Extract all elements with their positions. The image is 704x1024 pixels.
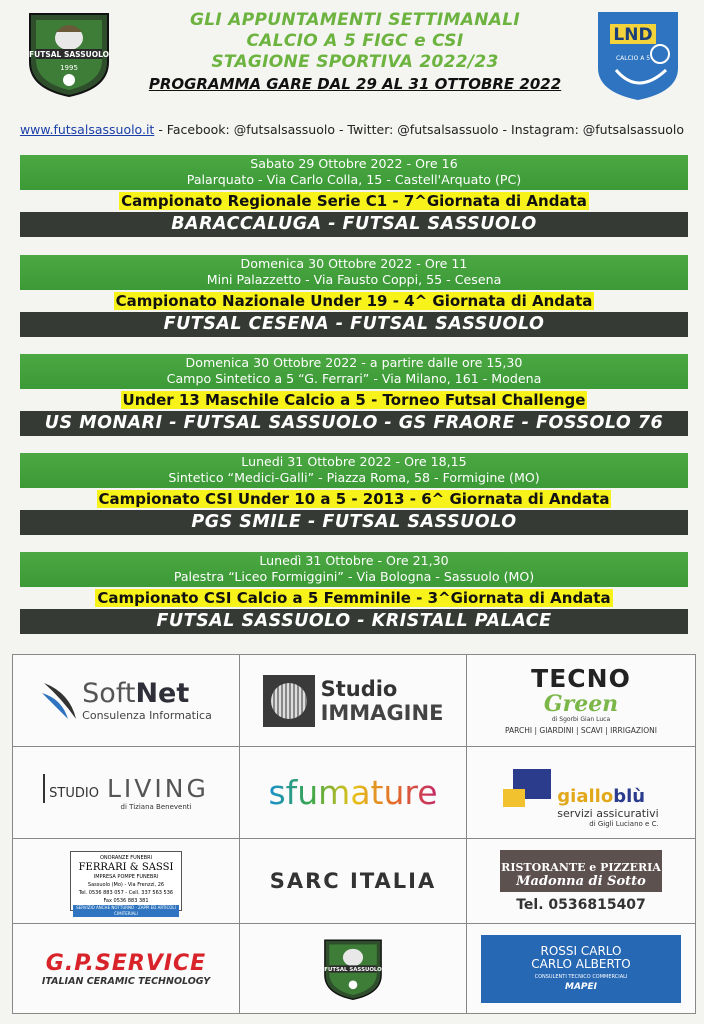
ferrari-sub: IMPRESA POMPE FUNEBRI	[93, 874, 159, 880]
sponsor-ferrari-sassi	[13, 839, 240, 924]
event-venue: Mini Palazzetto - Via Fausto Coppi, 55 - Cesena	[206, 272, 502, 287]
event-match: FUTSAL CESENA - FUTSAL SASSUOLO	[20, 312, 688, 337]
event-competition	[20, 389, 688, 411]
event-competition	[20, 290, 688, 312]
event-card	[20, 255, 688, 337]
giallo-blu-services: servizi assicurativi	[557, 807, 659, 820]
competition-label: Campionato Nazionale Under 19 - 4^ Giornata di Andata	[115, 292, 593, 310]
event-venue: Palarquato - Via Carlo Colla, 15 - Castell'Arquato (PC)	[186, 172, 522, 187]
event-date: Domenica 30 Ottobre 2022 - Ore 11	[240, 256, 468, 271]
event-card	[20, 552, 688, 634]
event-match: BARACCALUGA - FUTSAL SASSUOLO	[20, 212, 688, 237]
tecno-green-services: PARCHI | GIARDINI | SCAVI | IRRIGAZIONI	[504, 726, 657, 735]
event-header	[20, 354, 688, 389]
event-date: Lunedì 31 Ottobre - Ore 21,30	[259, 553, 449, 568]
sponsor-softnet	[13, 655, 240, 747]
competition-label: Campionato Regionale Serie C1 - 7^Giornata di Andata	[121, 192, 587, 210]
program-subtitle: PROGRAMMA GARE DAL 29 AL 31 OTTOBRE 2022	[148, 75, 562, 93]
event-match: FUTSAL SASSUOLO - KRISTALL PALACE	[20, 609, 688, 634]
softnet-name-1: Soft	[82, 678, 136, 709]
event-competition	[20, 587, 688, 609]
svg-text:FUTSAL SASSUOLO: FUTSAL SASSUOLO	[324, 966, 382, 973]
sponsor-studio-living	[13, 747, 240, 839]
tecno-green-line1: TECNO	[531, 664, 631, 693]
title-line-2: CALCIO A 5 FIGC e CSI	[246, 31, 464, 51]
title-line-1: GLI APPUNTAMENTI SETTIMANALI	[190, 10, 520, 30]
social-links	[0, 122, 704, 137]
event-card	[20, 453, 688, 535]
madonna-line1: RISTORANTE e PIZZERIA	[501, 860, 661, 874]
event-card	[20, 354, 688, 436]
header-titles	[120, 10, 590, 93]
sponsor-gp-service	[13, 924, 240, 1013]
gp-service-tagline: ITALIAN CERAMIC TECHNOLOGY	[41, 975, 211, 987]
competition-label: Under 13 Maschile Calcio a 5 - Torneo Futsal Challenge	[122, 391, 586, 409]
rossi-sub: CONSULENTI TECNICO COMMERCIALI	[534, 974, 628, 980]
studio-immagine-line1: Studio	[320, 676, 398, 701]
event-header	[20, 453, 688, 488]
tecno-green-owner: di Sgorbi Gian Luca	[551, 716, 611, 723]
lnd-logo	[596, 10, 680, 102]
ferrari-name: FERRARI & SASSI	[78, 862, 174, 873]
event-header	[20, 255, 688, 290]
website-link[interactable]: www.futsalsassuolo.it	[19, 122, 155, 137]
title-line-3: STAGIONE SPORTIVA 2022/23	[211, 52, 499, 72]
softnet-tagline: Consulenza Informatica	[82, 709, 212, 722]
tecno-green-line2: Green	[543, 691, 619, 717]
sponsor-studio-immagine	[240, 655, 467, 747]
event-header	[20, 155, 688, 190]
ferrari-phone: Tel. 0536 883 057 - Cell. 337 563 536	[78, 890, 174, 896]
giallo-blu-icon	[503, 767, 553, 819]
sponsor-grid	[12, 654, 696, 1014]
sponsor-tecno-green	[467, 655, 695, 747]
studio-immagine-icon	[263, 675, 315, 727]
svg-text:FUTSAL SASSUOLO: FUTSAL SASSUOLO	[29, 50, 109, 59]
svg-text:1995: 1995	[60, 64, 78, 72]
ferrari-top: ONORANZE FUNEBRI	[99, 855, 153, 861]
event-venue: Palestra “Liceo Formiggini” - Via Bologna - Sassuolo (MO)	[173, 569, 535, 584]
event-competition	[20, 190, 688, 212]
svg-text:LND: LND	[613, 25, 653, 45]
event-card	[20, 155, 688, 237]
ferrari-address: Sassuolo (Mo) - Via Frenzzi, 26	[87, 882, 165, 888]
sponsor-rossi-carlo	[467, 924, 695, 1013]
sponsor-futsal-logo	[240, 924, 467, 1013]
event-date: Sabato 29 Ottobre 2022 - Ore 16	[250, 156, 458, 171]
giallo-blu-owner: di Gigli Luciano e C.	[589, 820, 659, 828]
ferrari-fax: Fax 0536 883 381	[103, 898, 149, 904]
sfumature-logo: sfumature	[268, 773, 438, 812]
social-handles: - Facebook: @futsalsassuolo - Twitter: @futsalsassuolo - Instagram: @futsalsassuolo	[154, 122, 685, 137]
competition-label: Campionato CSI Calcio a 5 Femminile - 3^Giornata di Andata	[97, 589, 611, 607]
giallo-blu-name-2: blù	[613, 786, 646, 807]
event-date: Lunedi 31 Ottobre 2022 - Ore 18,15	[241, 454, 467, 469]
studio-immagine-line2: IMMAGINE	[320, 700, 444, 725]
softnet-icon	[40, 679, 80, 723]
rossi-line2: CARLO ALBERTO	[531, 957, 631, 971]
sponsor-sarc-italia	[240, 839, 467, 924]
studio-living-a: STUDIO	[49, 786, 99, 801]
futsal-sassuolo-small-logo	[322, 937, 384, 1001]
softnet-name-2: Net	[135, 678, 190, 709]
event-competition	[20, 488, 688, 510]
sponsor-giallo-blu	[467, 747, 695, 839]
ferrari-note: SERVIZIO ANCHE NOTTURNO · ZAPPI ED ARTICOLI CIMITERIALI	[73, 905, 179, 917]
gp-service-logo: G.P.SERVICE	[45, 950, 207, 976]
competition-label: Campionato CSI Under 10 a 5 - 2013 - 6^ Giornata di Andata	[98, 490, 610, 508]
event-date: Domenica 30 Ottobre 2022 - a partire dalle ore 15,30	[185, 355, 523, 370]
sarc-logo: SARC ITALIA	[269, 869, 437, 893]
event-venue: Campo Sintetico a 5 “G. Ferrari” - Via Milano, 161 - Modena	[166, 371, 542, 386]
mapei-logo: MAPEI	[564, 982, 597, 992]
giallo-blu-name-1: giallo	[557, 786, 614, 807]
event-venue: Sintetico “Medici-Galli” - Piazza Roma, 58 - Formigine (MO)	[168, 470, 540, 485]
sponsor-sfumature	[240, 747, 467, 839]
sponsor-madonna-di-sotto	[467, 839, 695, 924]
futsal-sassuolo-logo	[26, 10, 112, 98]
event-match: US MONARI - FUTSAL SASSUOLO - GS FRAORE - FOSSOLO 76	[20, 411, 688, 436]
event-header	[20, 552, 688, 587]
studio-living-b: LIVING	[106, 774, 209, 803]
madonna-phone: Tel. 0536815407	[516, 896, 646, 913]
rossi-line1: ROSSI CARLO	[540, 944, 622, 958]
studio-living-owner: di Tiziana Beneventi	[120, 803, 192, 811]
event-match: PGS SMILE - FUTSAL SASSUOLO	[20, 510, 688, 535]
madonna-line2: Madonna di Sotto	[516, 873, 646, 889]
svg-text:CALCIO A 5: CALCIO A 5	[615, 55, 651, 62]
